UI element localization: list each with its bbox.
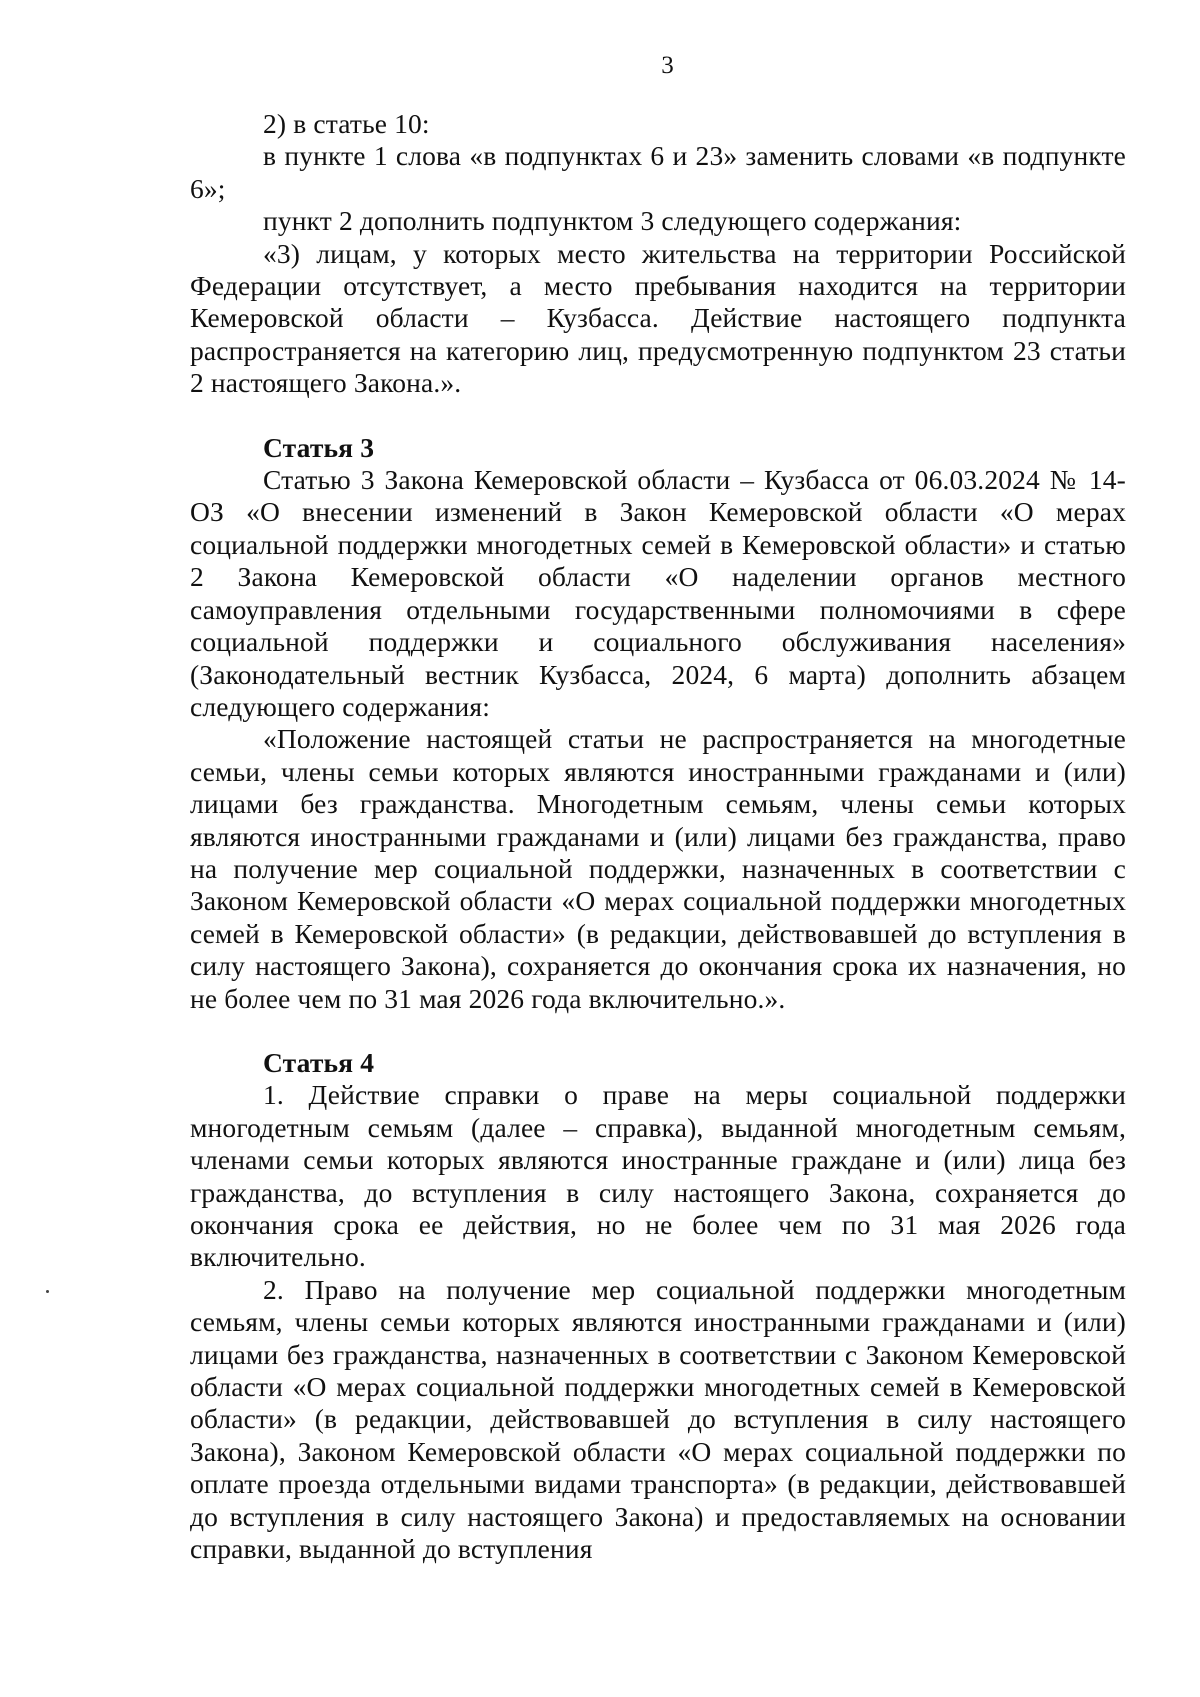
heading-article-3: Статья 3 [263,431,375,463]
paragraph-article-4-point-2: 2. Право на получение мер социальной поддержки многодетным семьям, члены семьи которых являются иностранными гражданами и (или) лицами без гражданства, назначенных в соответствии с Законом Кемеровской области «О мерах социальной поддержки многодетных семей в Кемеровской области» (в редакции, действовавшей до вступления в силу настоящего Закона), Законом Кемеровской области «О мерах социальной поддержки по оплате проезда отдельными видами транспорта» (в редакции, действовавшей до вступления в силу настоящего Закона) и предоставляемых на основании справки, выданной до вступления [190,1273,1126,1565]
paragraph-article-10-intro: 2) в статье 10: [263,108,430,139]
paragraph-article-4-point-1: 1. Действие справки о праве на меры социальной поддержки многодетным семьям (далее – справка), выданной многодетным семьям, членами семьи которых являются иностранные граждане и (или) лица без гражданства, до вступления в силу настоящего Закона, сохраняется до окончания срока ее действия, но не более чем по 31 мая 2026 года включительно. [190,1079,1126,1273]
paragraph-article-3-quote: «Положение настоящей статьи не распространяется на многодетные семьи, члены семьи которых являются иностранными гражданами и (или) лицами без гражданства. Многодетным семьям, члены семьи которых являются иностранными гражданами и (или) лицами без гражданства, право на получение мер социальной поддержки, назначенных в соответствии с Законом Кемеровской области «О мерах социальной поддержки многодетных семей в Кемеровской области» (в редакции, действовавшей до вступления в силу настоящего Закона), сохраняется до окончания срока их назначения, но не более чем по 31 мая 2026 года включительно.». [190,723,1126,1014]
paragraph-subpoint-3-text: «3) лицам, у которых место жительства на территории Российской Федерации отсутствует, а место пребывания находится на территории Кемеровской области – Кузбасса. Действие настоящего подпункта распространяется на категорию лиц, предусмотренную подпунктом 23 статьи 2 настоящего Закона.». [190,237,1126,399]
paragraph-article-3-body: Статью 3 Закона Кемеровской области – Кузбасса от 06.03.2024 № 14-ОЗ «О внесении изменений в Закон Кемеровской области «О мерах социальной поддержки многодетных семей в Кемеровской области» и статью 2 Закона Кемеровской области «О наделении органов местного самоуправления отдельными государственными полномочиями в сфере социальной поддержки и социального обслуживания населения» (Законодательный вестник Кузбасса, 2024, 6 марта) дополнить абзацем следующего содержания: [190,464,1126,722]
paragraph-point-1-replace: в пункте 1 слова «в подпунктах 6 и 23» заменить словами «в подпункте 6»; [190,140,1126,204]
paragraph-point-2-supplement: пункт 2 дополнить подпунктом 3 следующего содержания: [263,205,962,237]
page-number: 3 [661,52,674,79]
heading-article-4: Статья 4 [263,1046,375,1078]
scan-speck [46,1290,49,1293]
document-body [190,108,1126,1565]
